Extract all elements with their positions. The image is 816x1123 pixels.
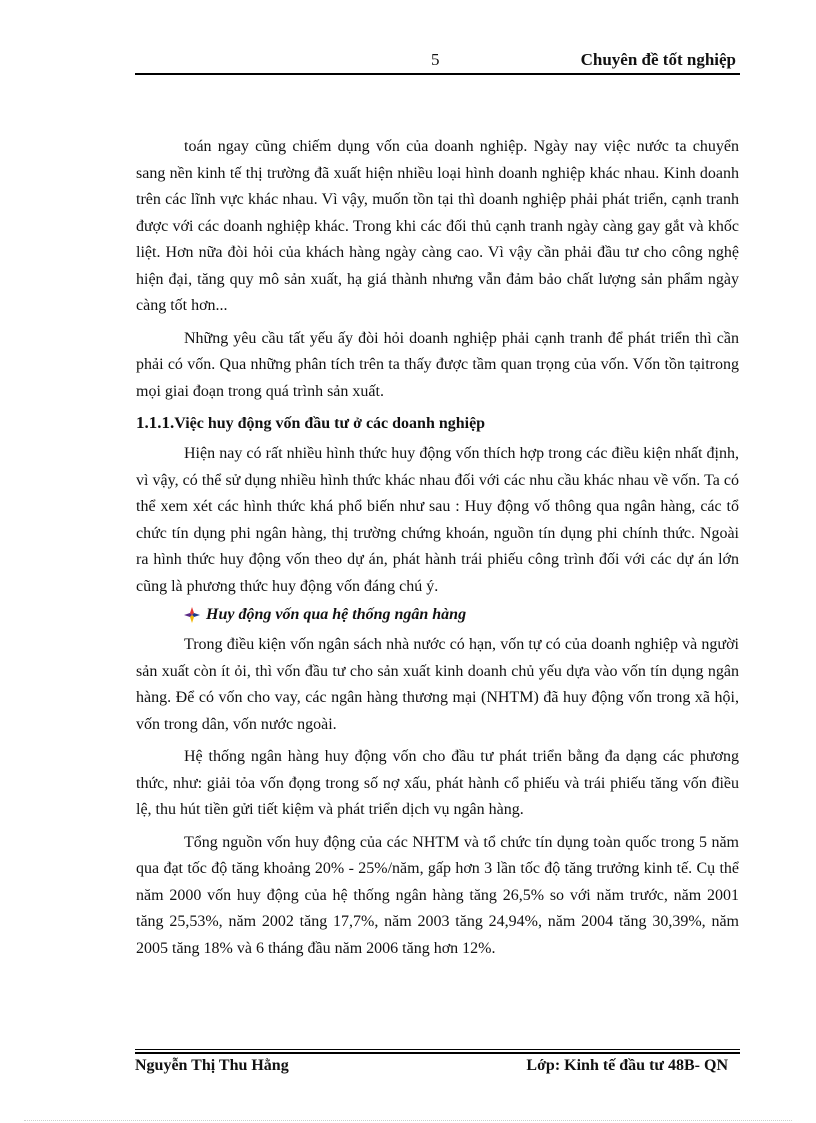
paragraph-1: toán ngay cũng chiếm dụng vốn của doanh nghiệp. Ngày nay việc nước ta chuyển sang nền kinh tế thị trường đã xuất hiện nhiều loại hình doanh nghiệp khác nhau. Kinh doanh trên các lĩnh vực khác nhau. Vì vậy, muốn tồn tại thì doanh nghiệp phải phát triển, cạnh tranh được với các doanh nghiệp khác. Trong khi các đối thủ cạnh tranh ngày càng gay gắt và khốc liệt. Hơn nữa đòi hỏi của khách hàng ngày càng cao. Vì vậy cần phải đầu tư cho công nghệ hiện đại, tăng quy mô sản xuất, hạ giá thành nhưng vẫn đảm bảo chất lượng sản phẩm ngày càng tốt hơn... xyxy=(136,138,739,314)
paragraph-6: Tổng nguồn vốn huy động của các NHTM và tổ chức tín dụng toàn quốc trong 5 năm qua đạt tốc độ tăng khoảng 20% - 25%/năm, gấp hơn 3 lần tốc độ tăng trưởng kinh tế. Cụ thể năm 2000 vốn huy động của hệ thống ngân hàng tăng 26,5% so với năm trước, năm 2001 tăng 25,53%, năm 2002 tăng 17,7%, năm 2003 tăng 24,94%, năm 2004 tăng 30,39%, năm 2005 tăng 18% và 6 tháng đầu năm 2006 tăng hơn 12%. xyxy=(136,833,739,957)
footer-class: Lớp: Kinh tế đầu tư 48B- QN xyxy=(526,1057,728,1074)
page-header xyxy=(135,48,740,74)
page-number: 5 xyxy=(431,50,440,69)
paragraph-5: Hệ thống ngân hàng huy động vốn cho đầu tư phát triển bằng đa dạng các phương thức, như: giải tỏa vốn đọng trong số nợ xấu, phát hành cổ phiếu và trái phiếu tăng vốn điều lệ, thu hút tiền gửi tiết kiệm và phát triển dịch vụ ngân hàng. xyxy=(136,748,739,818)
page-bottom-border xyxy=(24,1120,792,1121)
four-point-star-bullet-icon xyxy=(184,607,200,623)
paragraph-3: Hiện nay có rất nhiều hình thức huy động vốn thích hợp trong các điều kiện nhất định, vì vậy, có thể sử dụng nhiều hình thức khác nhau đối với các nhu cầu khác nhau về vốn. Ta có thể xem xét các hình thức khá phổ biến như sau : Huy động vố thông qua ngân hàng, các tổ chức tín dụng phi ngân hàng, thị trường chứng khoán, nguồn tín dụng phi chính thức. Ngoài ra hình thức huy động vốn theo dự án, phát hành trái phiếu công trình đối với các dự án lớn cũng là phương thức huy động vốn đáng chú ý. xyxy=(136,445,739,595)
document-body xyxy=(136,134,739,962)
section-heading xyxy=(136,410,739,437)
footer-author: Nguyễn Thị Thu Hằng xyxy=(135,1057,289,1074)
header-rule xyxy=(135,73,740,75)
section-title: Việc huy động vốn đầu tư ở các doanh nghiệp xyxy=(174,415,486,432)
footer-rule-thin xyxy=(135,1049,740,1050)
header-title: Chuyên đề tốt nghiệp xyxy=(580,50,736,69)
subsection-title: Huy động vốn qua hệ thống ngân hàng xyxy=(206,606,467,623)
paragraph-2: Những yêu cầu tất yếu ấy đòi hỏi doanh nghiệp phải cạnh tranh để phát triển thì cần phải có vốn. Qua những phân tích trên ta thấy được tầm quan trọng của vốn. Vốn tồn tạitrong mọi giai đoạn trong quá trình sản xuất. xyxy=(136,329,739,400)
footer-rule-thick xyxy=(135,1052,740,1054)
paragraph-4: Trong điều kiện vốn ngân sách nhà nước có hạn, vốn tự có của doanh nghiệp và người sản xuất còn ít ỏi, thì vốn đầu tư cho sản xuất kinh doanh chủ yếu dựa vào vốn tín dụng ngân hàng. Để có vốn cho vay, các ngân hàng thương mại (NHTM) đã huy động vốn trong xã hội, vốn trong dân, vốn nước ngoài. xyxy=(136,636,739,733)
subsection-heading xyxy=(184,602,739,628)
page-footer xyxy=(135,1057,740,1081)
section-number: 1.1.1. xyxy=(136,413,175,432)
